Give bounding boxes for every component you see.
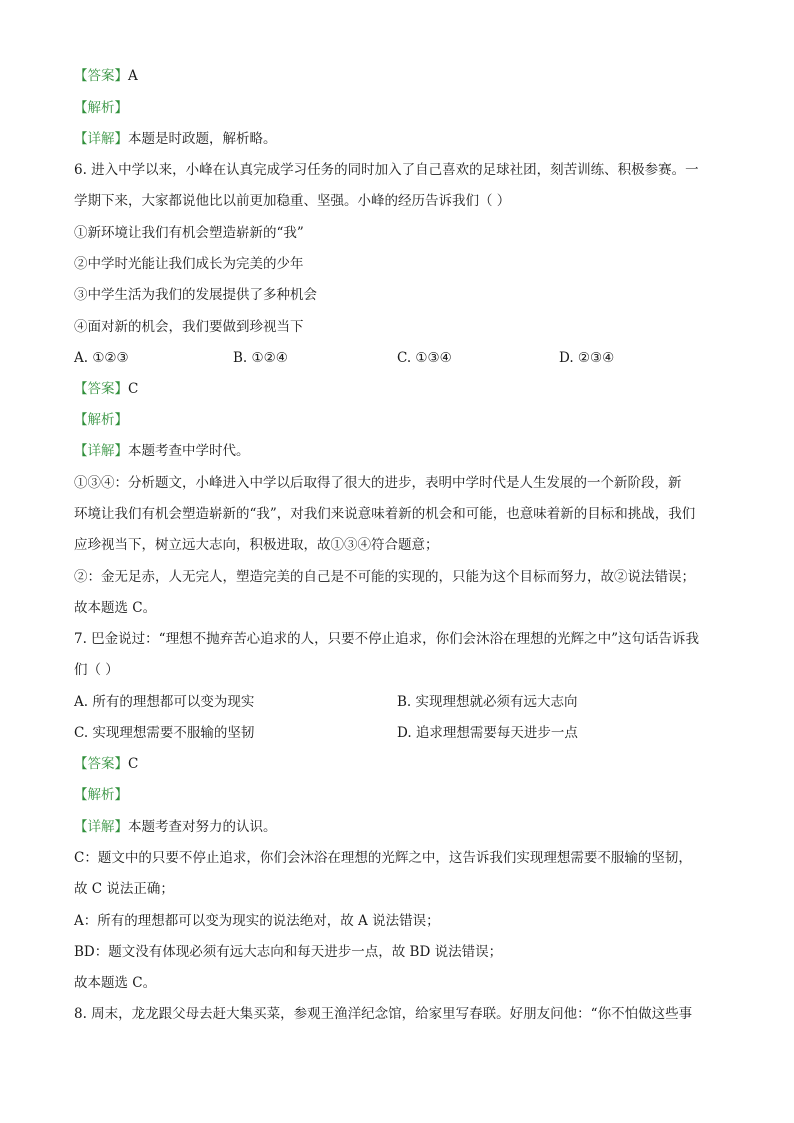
answer-value: C <box>128 381 139 397</box>
answer-value: C <box>128 756 139 772</box>
detail-tag: 【详解】 <box>74 819 128 835</box>
q6-statement-4: ④面对新的机会，我们要做到珍视当下 <box>74 319 304 335</box>
q7-stem-line-2: 们（ ） <box>74 662 119 678</box>
q7-answer-line <box>74 754 138 774</box>
q6-option-d: D. ②③④ <box>559 350 615 366</box>
analysis-tag: 【解析】 <box>74 787 128 803</box>
detail-text: 本题考查对努力的认识。 <box>128 819 277 835</box>
q7-stem-line-1: 7. 巴金说过：“理想不抛弃苦心追求的人，只要不停止追求，你们会沐浴在理想的光辉之中”这句话告诉我 <box>74 631 699 647</box>
answer-value: A <box>128 68 138 84</box>
q8-stem-line-1: 8. 周末，龙龙跟父母去赶大集买菜，参观王渔洋纪念馆，给家里写春联。好朋友问他：“你不怕做这些事 <box>74 1006 693 1022</box>
q7-option-a: A. 所有的理想都可以变为现实 <box>74 694 255 710</box>
detail-tag: 【详解】 <box>74 443 128 459</box>
q6-stem-line-1: 6. 进入中学以来，小峰在认真完成学习任务的同时加入了自己喜欢的足球社团，刻苦训练、积极参赛。一 <box>74 162 699 178</box>
q6-analysis-line <box>74 410 128 430</box>
analysis-tag: 【解析】 <box>74 100 128 116</box>
q6-explain-3: 应珍视当下，树立远大志向，积极进取，故①③④符合题意； <box>74 537 439 553</box>
q6-explain-4: ②：金无足赤，人无完人，塑造完美的自己是不可能的实现的，只能为这个目标而努力，故②说法错误； <box>74 569 695 585</box>
q6-statement-2: ②中学时光能让我们成长为完美的少年 <box>74 256 304 272</box>
answer-tag: 【答案】 <box>74 756 128 772</box>
answer-tag: 【答案】 <box>74 68 128 84</box>
q7-analysis-line <box>74 785 128 805</box>
detail-text: 本题是时政题，解析略。 <box>128 131 277 147</box>
q7-explain-3: A：所有的理想都可以变为现实的说法绝对，故 A 说法错误； <box>74 913 440 929</box>
analysis-tag: 【解析】 <box>74 412 128 428</box>
q7-option-b: B. 实现理想就必须有远大志向 <box>397 694 578 710</box>
q6-explain-2: 环境让我们有机会塑造崭新的“我”，对我们来说意味着新的机会和可能，也意味着新的目标和挑战，我们 <box>74 506 696 522</box>
q7-explain-1: C：题文中的只要不停止追求，你们会沐浴在理想的光辉之中，这告诉我们实现理想需要不服输的坚韧， <box>74 850 692 866</box>
q5-analysis-line <box>74 98 128 118</box>
detail-text: 本题考查中学时代。 <box>128 443 250 459</box>
q6-statement-3: ③中学生活为我们的发展提供了多种机会 <box>74 287 317 303</box>
q7-explain-2: 故 C 说法正确； <box>74 881 174 897</box>
q7-option-c: C. 实现理想需要不服输的坚韧 <box>74 725 255 741</box>
q6-option-a: A. ①②③ <box>74 350 129 366</box>
q7-explain-4: BD：题文没有体现必须有远大志向和每天进步一点，故 BD 说法错误； <box>74 944 503 960</box>
q6-detail-line <box>74 441 250 461</box>
q6-option-c: C. ①③④ <box>397 350 452 366</box>
answer-tag: 【答案】 <box>74 381 128 397</box>
q5-answer-line <box>74 66 138 86</box>
q6-explain-5: 故本题选 C。 <box>74 600 157 616</box>
q6-stem-line-2: 学期下来，大家都说他比以前更加稳重、坚强。小峰的经历告诉我们（ ） <box>74 193 511 209</box>
q6-answer-line <box>74 379 138 399</box>
q6-explain-1: ①③④：分析题文，小峰进入中学以后取得了很大的进步，表明中学时代是人生发展的一个新阶段，新 <box>74 475 682 491</box>
detail-tag: 【详解】 <box>74 131 128 147</box>
q7-explain-5: 故本题选 C。 <box>74 975 157 991</box>
q7-detail-line <box>74 817 277 837</box>
q7-option-d: D. 追求理想需要每天进步一点 <box>397 725 578 741</box>
q6-statement-1: ①新环境让我们有机会塑造崭新的“我” <box>74 225 304 241</box>
q5-detail-line <box>74 129 277 149</box>
q6-option-b: B. ①②④ <box>233 350 288 366</box>
